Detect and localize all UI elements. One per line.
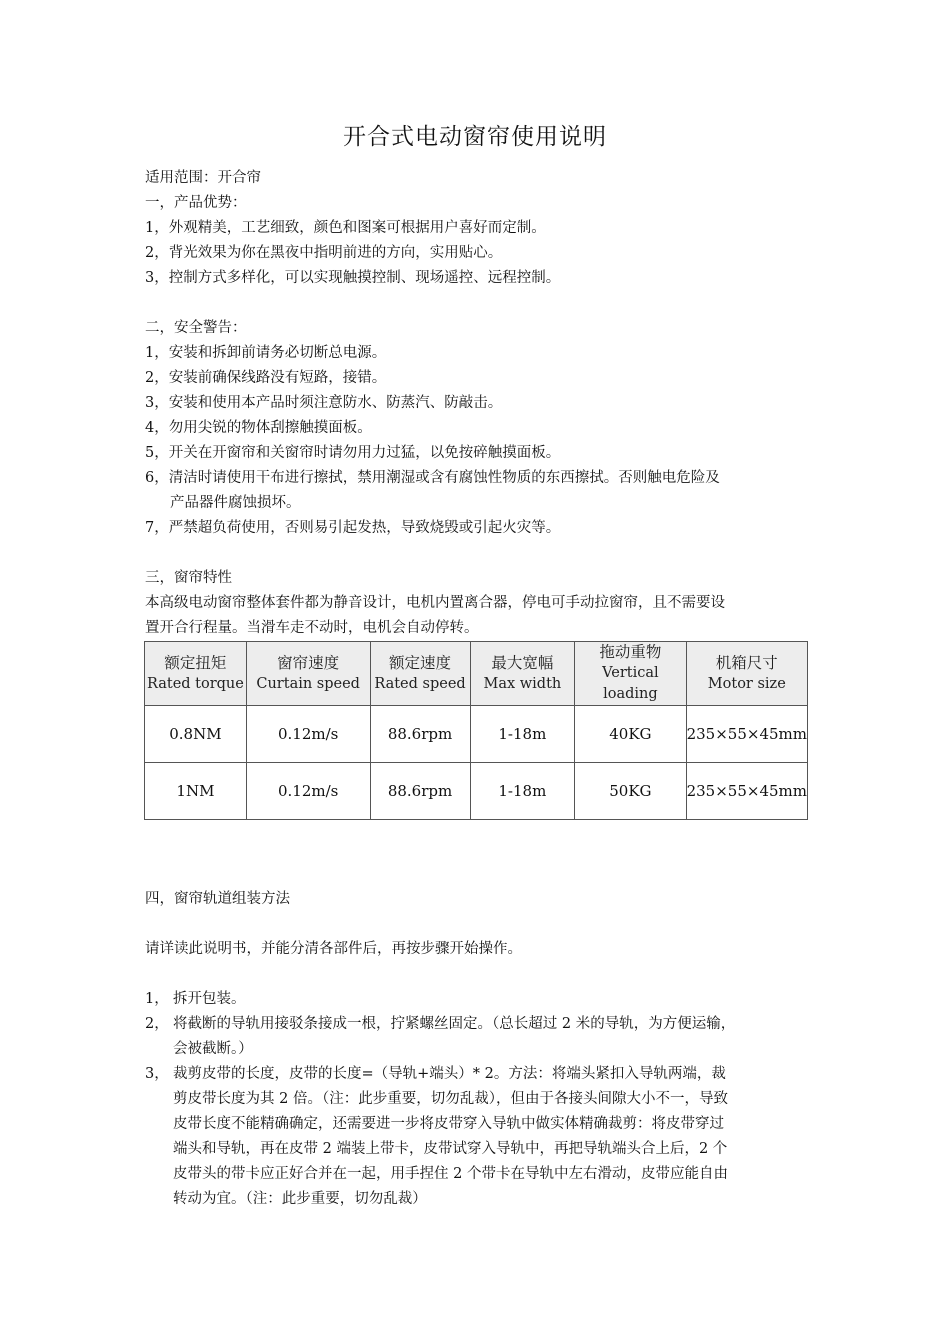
spec-cell: 1-18m [470, 763, 575, 820]
section-2-item: 1，安装和拆卸前请务必切断总电源。 [145, 345, 387, 361]
section-4-heading: 四，窗帘轨道组装方法 [145, 891, 290, 907]
step-text: 转动为宜。（注：此步重要，切勿乱裁） [173, 1191, 427, 1207]
spec-table-row [145, 763, 808, 820]
spec-header-cell [470, 642, 575, 706]
header-en: Curtain speed [256, 675, 360, 692]
spec-header-cell [246, 642, 370, 706]
step-text: 拆开包装。 [173, 991, 246, 1007]
section-2-item: 2，安装前确保线路没有短路，接错。 [145, 370, 387, 386]
section-1-item: 1，外观精美，工艺细致，颜色和图案可根据用户喜好而定制。 [145, 220, 546, 236]
spec-cell: 88.6rpm [370, 763, 470, 820]
section-2-item-continuation: 产品器件腐蚀损坏。 [170, 495, 301, 511]
section-3-paragraph: 置开合行程量。当滑车走不动时，电机会自动停转。 [145, 620, 479, 636]
spec-cell: 50KG [575, 763, 686, 820]
step-text: 端头和导轨，再在皮带 2 端装上带卡，皮带试穿入导轨中，再把导轨端头合上后，2 个 [173, 1141, 728, 1157]
spec-cell: 0.8NM [145, 706, 247, 763]
section-1-item: 2，背光效果为你在黑夜中指明前进的方向，实用贴心。 [145, 245, 503, 261]
spec-cell: 0.12m/s [246, 763, 370, 820]
section-3-paragraph: 本高级电动窗帘整体套件都为静音设计，电机内置离合器，停电可手动拉窗帘，且不需要设 [145, 595, 725, 611]
spec-header-cell [575, 642, 686, 706]
section-3-heading: 三，窗帘特性 [145, 570, 232, 586]
header-en: Vertical loading [602, 665, 659, 702]
spec-cell: 235×55×45mm [686, 706, 807, 763]
section-2-heading: 二，安全警告： [145, 320, 247, 336]
header-cn: 额定速度 [389, 653, 452, 672]
spec-header-cell [145, 642, 247, 706]
spec-cell: 88.6rpm [370, 706, 470, 763]
spec-cell: 1NM [145, 763, 247, 820]
header-cn: 窗帘速度 [277, 653, 340, 672]
step-text: 裁剪皮带的长度，皮带的长度=（导轨+端头）* 2。方法：将端头紧扣入导轨两端，裁 [173, 1066, 726, 1082]
step-number: 2， [145, 1016, 169, 1032]
step-number: 3， [145, 1066, 169, 1082]
step-text: 皮带头的带卡应正好合并在一起，用手捏住 2 个带卡在导轨中左右滑动，皮带应能自由 [173, 1166, 728, 1182]
header-en: Rated speed [374, 675, 466, 692]
section-2-item: 5，开关在开窗帘和关窗帘时请勿用力过猛，以免按碎触摸面板。 [145, 445, 561, 461]
spec-table-header-row [145, 642, 808, 706]
header-en: Rated torque [146, 675, 244, 692]
header-cn: 机箱尺寸 [715, 653, 778, 672]
section-2-item: 4，勿用尖锐的物体刮擦触摸面板。 [145, 420, 372, 436]
scope-line: 适用范围：开合帘 [145, 170, 261, 186]
step-text: 剪皮带长度为其 2 倍。（注：此步重要，切勿乱裁），但由于各接头间隙大小不一，导致 [173, 1091, 728, 1107]
section-4-intro: 请详读此说明书，并能分清各部件后，再按步骤开始操作。 [145, 941, 522, 957]
step-text: 皮带长度不能精确确定，还需要进一步将皮带穿入导轨中做实体精确裁剪：将皮带穿过 [173, 1116, 724, 1132]
spec-table-row [145, 706, 808, 763]
spec-cell: 1-18m [470, 706, 575, 763]
section-2-item: 7，严禁超负荷使用，否则易引起发热，导致烧毁或引起火灾等。 [145, 520, 561, 536]
step-number: 1， [145, 991, 169, 1007]
spec-table [144, 641, 808, 820]
header-en: Max width [483, 675, 562, 692]
spec-cell: 0.12m/s [246, 706, 370, 763]
step-text: 会被截断。） [173, 1041, 253, 1057]
section-1-heading: 一，产品优势： [145, 195, 247, 211]
section-1-item: 3，控制方式多样化，可以实现触摸控制、现场遥控、远程控制。 [145, 270, 561, 286]
section-2-item: 6，清洁时请使用干布进行擦拭，禁用潮湿或含有腐蚀性物质的东西擦拭。否则触电危险及 [145, 470, 720, 486]
header-en: Motor size [707, 675, 786, 692]
section-2-item: 3，安装和使用本产品时须注意防水、防蒸汽、防敲击。 [145, 395, 503, 411]
document-title: 开合式电动窗帘使用说明 [343, 124, 607, 150]
header-cn: 额定扭矩 [164, 653, 227, 672]
spec-header-cell [370, 642, 470, 706]
spec-cell: 235×55×45mm [686, 763, 807, 820]
step-text: 将截断的导轨用接驳条接成一根，拧紧螺丝固定。（总长超过 2 米的导轨，为方便运输， [173, 1016, 736, 1032]
header-cn: 拖动重物 [599, 643, 662, 661]
spec-header-cell [686, 642, 807, 706]
spec-cell: 40KG [575, 706, 686, 763]
header-cn: 最大宽幅 [491, 653, 554, 672]
